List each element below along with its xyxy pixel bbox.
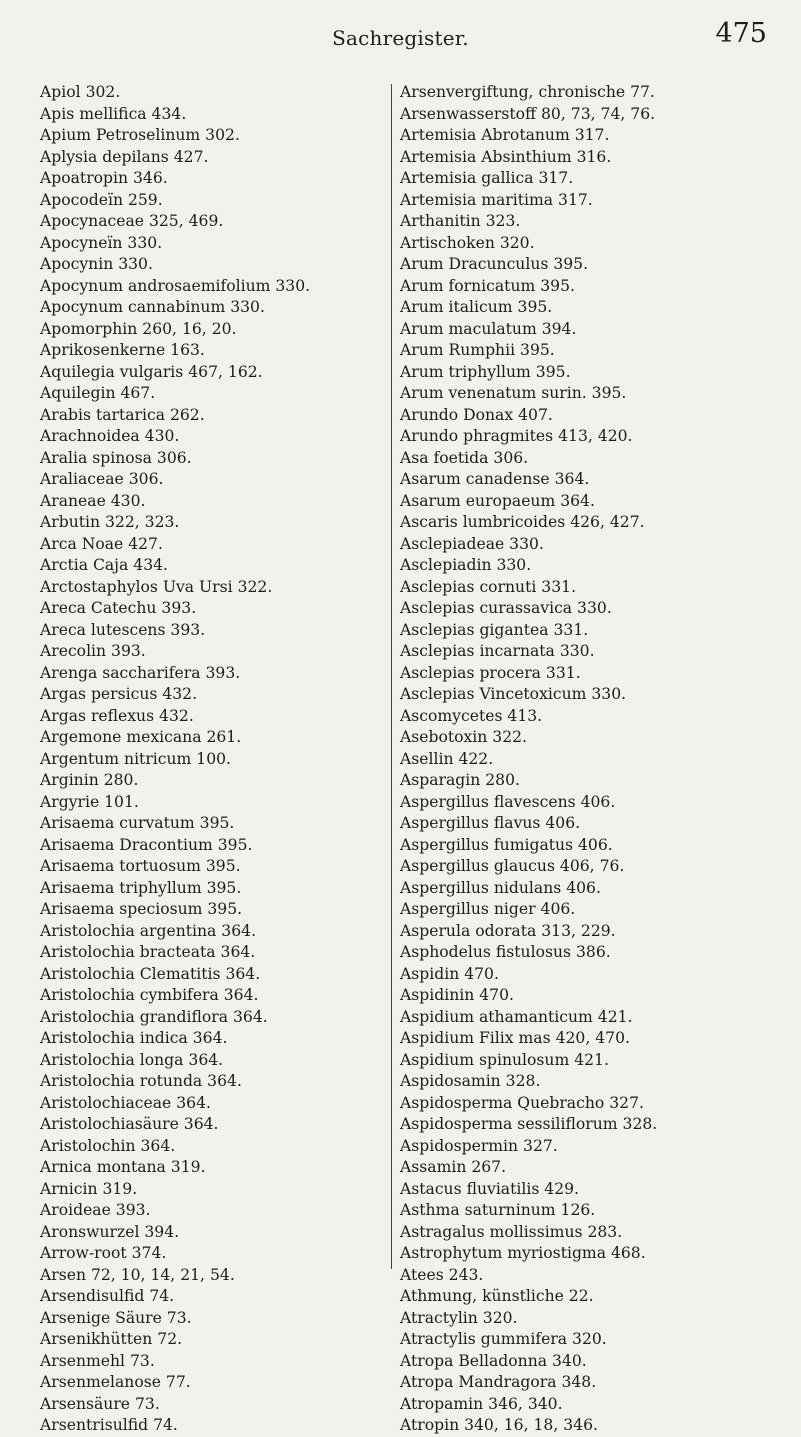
index-entry: Arundo Donax 407.: [400, 405, 553, 424]
index-entry: Arabis tartarica 262.: [40, 405, 205, 424]
index-entry: Arenga saccharifera 393.: [40, 663, 241, 682]
index-entry: Aristolochiasäure 364.: [40, 1115, 219, 1133]
index-entry: Arsendisulfid 74.: [40, 1287, 175, 1305]
index-entry: Astrophytum myriostigma 468.: [400, 1244, 646, 1262]
index-entry: Atropa Belladonna 340.: [400, 1351, 587, 1370]
index-entry: Arum Rumphii 395.: [400, 341, 555, 359]
index-entry: Arthanitin 323.: [400, 212, 521, 230]
index-entry: Arum fornicatum 395.: [400, 276, 575, 295]
index-entry: Arnica montana 319.: [40, 1158, 206, 1176]
index-entry: Araliaceae 306.: [40, 470, 164, 488]
index-entry: Arisaema triphyllum 395.: [40, 878, 242, 897]
index-entry: Asclepias cornuti 331.: [400, 577, 577, 596]
index-entry: Artischoken 320.: [400, 233, 535, 252]
index-entry: Artemisia maritima 317.: [400, 190, 593, 209]
index-entry: Arsenige Säure 73.: [40, 1308, 192, 1327]
index-entry: Argemone mexicana 261.: [40, 728, 242, 746]
index-entry: Arctostaphylos Uva Ursi 322.: [40, 577, 273, 596]
index-entry: Asthma saturninum 126.: [400, 1201, 596, 1219]
index-entry: Arsenmehl 73.: [40, 1351, 155, 1370]
index-entry: Aquilegin 467.: [40, 384, 156, 402]
index-entry: Arsensäure 73.: [40, 1394, 160, 1413]
index-entry: Asparagin 280.: [400, 771, 520, 789]
index-entry: Arca Noae 427.: [40, 534, 163, 553]
index-entry: Asellin 422.: [400, 749, 494, 768]
index-entry: Areca Catechu 393.: [40, 599, 197, 617]
index-entry: Areca lutescens 393.: [40, 620, 206, 639]
index-entry: Aristolochiaceae 364.: [40, 1093, 211, 1112]
index-entry: Artemisia Abrotanum 317.: [400, 126, 610, 144]
index-entry: Asclepias curassavica 330.: [400, 599, 612, 617]
index-entry: Asa foetida 306.: [400, 448, 529, 467]
index-entry: Atropa Mandragora 348.: [400, 1373, 597, 1391]
index-entry: Argas reflexus 432.: [40, 706, 194, 725]
page-header: [0, 16, 801, 52]
index-entry: Atractylin 320.: [400, 1308, 518, 1327]
index-entry: Arisaema curvatum 395.: [40, 814, 235, 832]
index-entry: Arbutin 322, 323.: [40, 513, 180, 531]
column-divider: [391, 84, 392, 1269]
index-entry: Asclepias Vincetoxicum 330.: [400, 685, 627, 703]
index-entry: Arum Dracunculus 395.: [400, 255, 589, 273]
index-entry: Asperula odorata 313, 229.: [400, 921, 616, 940]
index-entry: Arum triphyllum 395.: [400, 362, 571, 381]
index-entry: Atropin 340, 16, 18, 346.: [400, 1416, 598, 1434]
index-entry: Arsenwasserstoff 80, 73, 74, 76.: [400, 104, 656, 123]
index-entry: Aspergillus glaucus 406, 76.: [400, 857, 625, 875]
index-entry: Atropamin 346, 340.: [400, 1394, 563, 1413]
index-entry: Arachnoidea 430.: [40, 427, 180, 445]
index-entry: Apis mellifica 434.: [40, 104, 187, 123]
index-entry: Apoatropin 346.: [40, 169, 168, 187]
index-entry: Argyrie 101.: [40, 792, 139, 811]
index-entry: Apocyneïn 330.: [40, 233, 163, 252]
index-entry: Aspidium athamanticum 421.: [400, 1007, 633, 1026]
index-entry: Atractylis gummifera 320.: [400, 1330, 607, 1348]
index-entry: Aristolochia longa 364.: [40, 1050, 224, 1069]
index-entry: Arum maculatum 394.: [400, 319, 577, 338]
index-entry: Arginin 280.: [40, 771, 139, 789]
index-entry: Aristolochia indica 364.: [40, 1029, 228, 1047]
index-entry: Arisaema speciosum 395.: [40, 900, 243, 918]
index-entry: Artemisia gallica 317.: [400, 169, 574, 187]
index-entry: Aspergillus flavus 406.: [400, 814, 581, 832]
index-entry: Arsenvergiftung, chronische 77.: [400, 83, 655, 101]
index-entry: Araneae 430.: [40, 491, 146, 510]
index-entry: Aplysia depilans 427.: [40, 147, 209, 166]
index-entry: Apocynum androsaemifolium 330.: [40, 276, 311, 295]
index-entry: Aristolochin 364.: [40, 1136, 176, 1155]
index-entry: Arsenikhütten 72.: [40, 1330, 183, 1348]
index-entry: Asarum canadense 364.: [400, 470, 590, 488]
index-entry: Aquilegia vulgaris 467, 162.: [40, 362, 263, 381]
index-entry: Ascaris lumbricoides 426, 427.: [400, 513, 645, 531]
index-entry: Arisaema tortuosum 395.: [40, 857, 241, 875]
index-entry: Atees 243.: [400, 1265, 484, 1284]
index-entry: Aristolochia cymbifera 364.: [40, 986, 259, 1004]
index-entry: Aspidium spinulosum 421.: [400, 1050, 609, 1069]
index-entry: Apomorphin 260, 16, 20.: [40, 319, 237, 338]
page-title: Sachregister.: [332, 26, 469, 50]
index-entry: Asclepiadeae 330.: [400, 534, 544, 553]
index-entry: Aronswurzel 394.: [40, 1222, 180, 1241]
index-entry: Aspergillus flavescens 406.: [400, 792, 616, 811]
index-entry: Arecolin 393.: [40, 642, 146, 660]
index-entry: Argas persicus 432.: [40, 685, 198, 703]
index-entry: Artemisia Absinthium 316.: [400, 147, 612, 166]
index-entry: Argentum nitricum 100.: [40, 749, 232, 768]
index-entry: Asclepias procera 331.: [400, 663, 581, 682]
index-entry: Arsentrisulfid 74.: [40, 1416, 178, 1434]
index-column-left: [40, 82, 370, 1437]
index-entry: Aristolochia rotunda 364.: [40, 1072, 242, 1090]
index-entry: Aristolochia grandiflora 364.: [40, 1007, 268, 1026]
index-entry: Apocynum cannabinum 330.: [40, 298, 265, 316]
index-entry: Aspidin 470.: [400, 964, 499, 983]
index-entry: Aristolochia argentina 364.: [40, 921, 257, 940]
index-entry: Aprikosenkerne 163.: [40, 341, 205, 359]
index-entry: Asclepiadin 330.: [400, 556, 532, 574]
index-column-right: [400, 82, 770, 1437]
index-entry: Assamin 267.: [400, 1158, 507, 1176]
index-entry: Aroideae 393.: [40, 1201, 151, 1219]
index-entry: Astacus fluviatilis 429.: [400, 1179, 580, 1198]
index-entry: Apocynaceae 325, 469.: [40, 212, 224, 230]
index-entry: Aspergillus fumigatus 406.: [400, 835, 613, 854]
index-entry: Athmung, künstliche 22.: [400, 1287, 594, 1305]
index-entry: Aspidinin 470.: [400, 986, 514, 1004]
index-entry: Ascomycetes 413.: [400, 706, 543, 725]
index-entry: Apocodeïn 259.: [40, 190, 163, 209]
index-entry: Aspidium Filix mas 420, 470.: [400, 1029, 630, 1047]
index-entry: Apocynin 330.: [40, 255, 153, 273]
index-entry: Arundo phragmites 413, 420.: [400, 427, 633, 445]
index-entry: Aralia spinosa 306.: [40, 448, 192, 467]
index-entry: Aspidosamin 328.: [400, 1072, 541, 1090]
index-entry: Astragalus mollissimus 283.: [400, 1222, 623, 1241]
index-entry: Aspergillus niger 406.: [400, 900, 576, 918]
index-entry: Arisaema Dracontium 395.: [40, 835, 253, 854]
index-entry: Aspidosperma Quebracho 327.: [400, 1093, 644, 1112]
index-entry: Asclepias incarnata 330.: [400, 642, 595, 660]
index-entry: Aspidospermin 327.: [400, 1136, 558, 1155]
index-entry: Arrow-root 374.: [40, 1244, 167, 1262]
page-number: 475: [715, 18, 767, 49]
index-entry: Asclepias gigantea 331.: [400, 620, 589, 639]
index-entry: Aspergillus nidulans 406.: [400, 878, 601, 897]
index-entry: Arnicin 319.: [40, 1179, 138, 1198]
index-entry: Aspidosperma sessiliflorum 328.: [400, 1115, 658, 1133]
index-entry: Apiol 302.: [40, 83, 121, 101]
index-entry: Asphodelus fistulosus 386.: [400, 943, 611, 961]
index-entry: Arum venenatum surin. 395.: [400, 384, 627, 402]
index-entry: Arctia Caja 434.: [40, 556, 168, 574]
index-entry: Aristolochia bracteata 364.: [40, 943, 256, 961]
index-entry: Arum italicum 395.: [400, 298, 553, 316]
index-entry: Aristolochia Clematitis 364.: [40, 964, 261, 983]
index-entry: Asebotoxin 322.: [400, 728, 528, 746]
index-entry: Asarum europaeum 364.: [400, 491, 595, 510]
index-entry: Arsen 72, 10, 14, 21, 54.: [40, 1265, 235, 1284]
index-entry: Apium Petroselinum 302.: [40, 126, 240, 144]
index-entry: Arsenmelanose 77.: [40, 1373, 191, 1391]
